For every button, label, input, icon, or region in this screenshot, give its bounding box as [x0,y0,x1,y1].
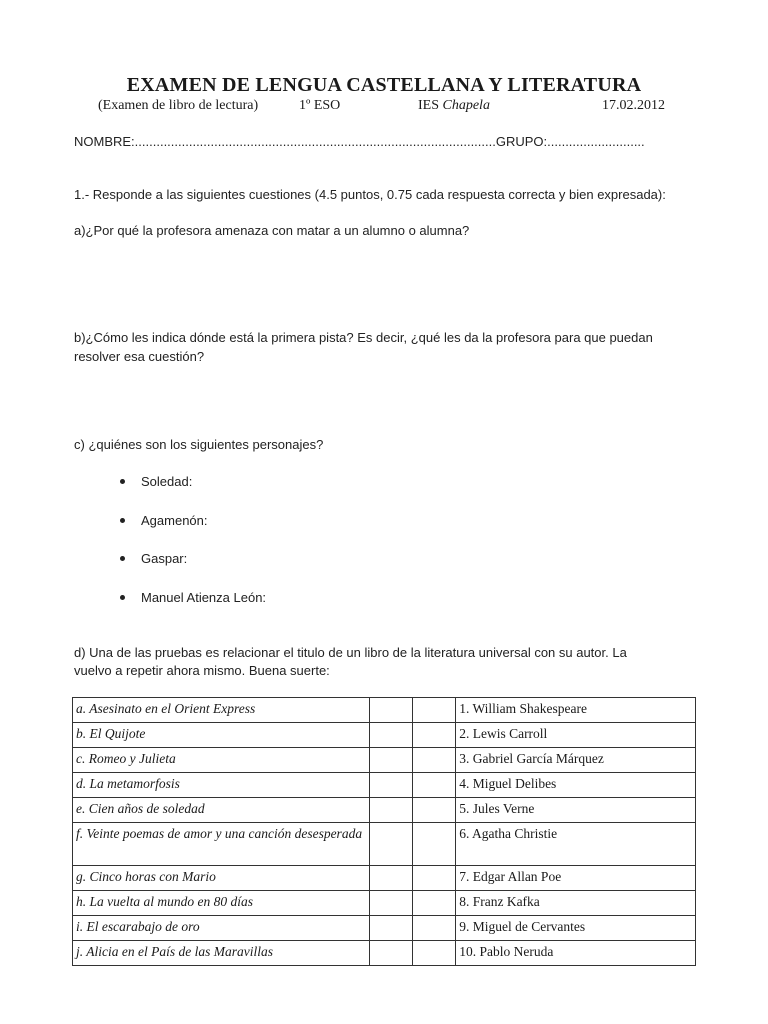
author-cell: 6. Agatha Christie [456,823,696,866]
table-row [73,798,696,823]
answer-blank-cell[interactable] [413,916,456,941]
question-b-line-2: resolver esa cuestión? [74,349,205,364]
book-title-cell: e. Cien años de soledad [73,798,370,823]
author-cell: 8. Franz Kafka [456,891,696,916]
bullet-icon [120,479,125,484]
answer-blank-cell[interactable] [413,773,456,798]
exam-course: 1º ESO [299,98,341,113]
answer-blank-cell[interactable] [413,798,456,823]
author-cell: 1. William Shakespeare [456,698,696,723]
character-item [120,474,192,489]
answer-blank-cell[interactable] [369,698,412,723]
exam-title: EXAMEN DE LENGUA CASTELLANA Y LITERATURA [126,74,642,96]
answer-blank-cell[interactable] [413,823,456,866]
answer-blank-cell[interactable] [413,941,456,966]
answer-blank-cell[interactable] [413,891,456,916]
bullet-icon [120,595,125,600]
author-cell: 2. Lewis Carroll [456,723,696,748]
answer-blank-cell[interactable] [369,866,412,891]
answer-blank-cell[interactable] [413,748,456,773]
book-title-cell: j. Alicia en el País de las Maravillas [73,941,370,966]
answer-blank-cell[interactable] [369,748,412,773]
answer-blank-cell[interactable] [413,866,456,891]
question-a: a)¿Por qué la profesora amenaza con matar a un alumno o alumna? [74,223,470,238]
answer-blank-cell[interactable] [413,698,456,723]
author-cell: 10. Pablo Neruda [456,941,696,966]
question-b-line-1: b)¿Cómo les indica dónde está la primera pista? Es decir, ¿qué les da la profesora para que puedan [74,330,653,345]
book-title-cell: b. El Quijote [73,723,370,748]
matching-table [72,697,696,966]
answer-blank-cell[interactable] [369,916,412,941]
student-name-group-line: NOMBRE:....................................................................................................GRUPO:........................... [74,134,645,149]
table-row [73,698,696,723]
question-1-heading: 1.- Responde a las siguientes cuestiones (4.5 puntos, 0.75 cada respuesta correcta y bien expresada): [74,187,666,202]
exam-school [418,98,490,114]
character-label: Agamenón: [141,513,208,528]
character-item [120,590,266,605]
book-title-cell: c. Romeo y Julieta [73,748,370,773]
character-item [120,551,187,566]
book-title-cell: f. Veinte poemas de amor y una canción desesperada [73,823,370,866]
answer-blank-cell[interactable] [369,798,412,823]
table-row [73,748,696,773]
table-row [73,941,696,966]
book-title-cell: i. El escarabajo de oro [73,916,370,941]
character-item [120,513,208,528]
school-name: Chapela [442,98,490,113]
exam-type: (Examen de libro de lectura) [98,98,259,113]
table-row [73,823,696,866]
book-title-cell: d. La metamorfosis [73,773,370,798]
book-title-cell: a. Asesinato en el Orient Express [73,698,370,723]
question-d-line-1: d) Una de las pruebas es relacionar el titulo de un libro de la literatura universal con su autor. La [74,645,627,660]
book-title-cell: h. La vuelta al mundo en 80 días [73,891,370,916]
school-prefix: IES [418,98,443,113]
bullet-icon [120,518,125,523]
exam-date: 17.02.2012 [602,98,665,113]
author-cell: 5. Jules Verne [456,798,696,823]
answer-blank-cell[interactable] [369,891,412,916]
table-row [73,723,696,748]
question-c: c) ¿quiénes son los siguientes personajes? [74,437,324,452]
answer-blank-cell[interactable] [369,823,412,866]
author-cell: 9. Miguel de Cervantes [456,916,696,941]
answer-blank-cell[interactable] [369,723,412,748]
book-title-cell: g. Cinco horas con Mario [73,866,370,891]
character-label: Soledad: [141,474,193,489]
table-row [73,916,696,941]
bullet-icon [120,556,125,561]
table-row [73,866,696,891]
author-cell: 7. Edgar Allan Poe [456,866,696,891]
answer-blank-cell[interactable] [369,773,412,798]
answer-blank-cell[interactable] [369,941,412,966]
table-row [73,773,696,798]
character-label: Manuel Atienza León: [141,590,267,605]
answer-blank-cell[interactable] [413,723,456,748]
question-d-line-2: vuelvo a repetir ahora mismo. Buena suerte: [74,663,330,678]
author-cell: 3. Gabriel García Márquez [456,748,696,773]
character-label: Gaspar: [141,551,188,566]
table-row [73,891,696,916]
author-cell: 4. Miguel Delibes [456,773,696,798]
